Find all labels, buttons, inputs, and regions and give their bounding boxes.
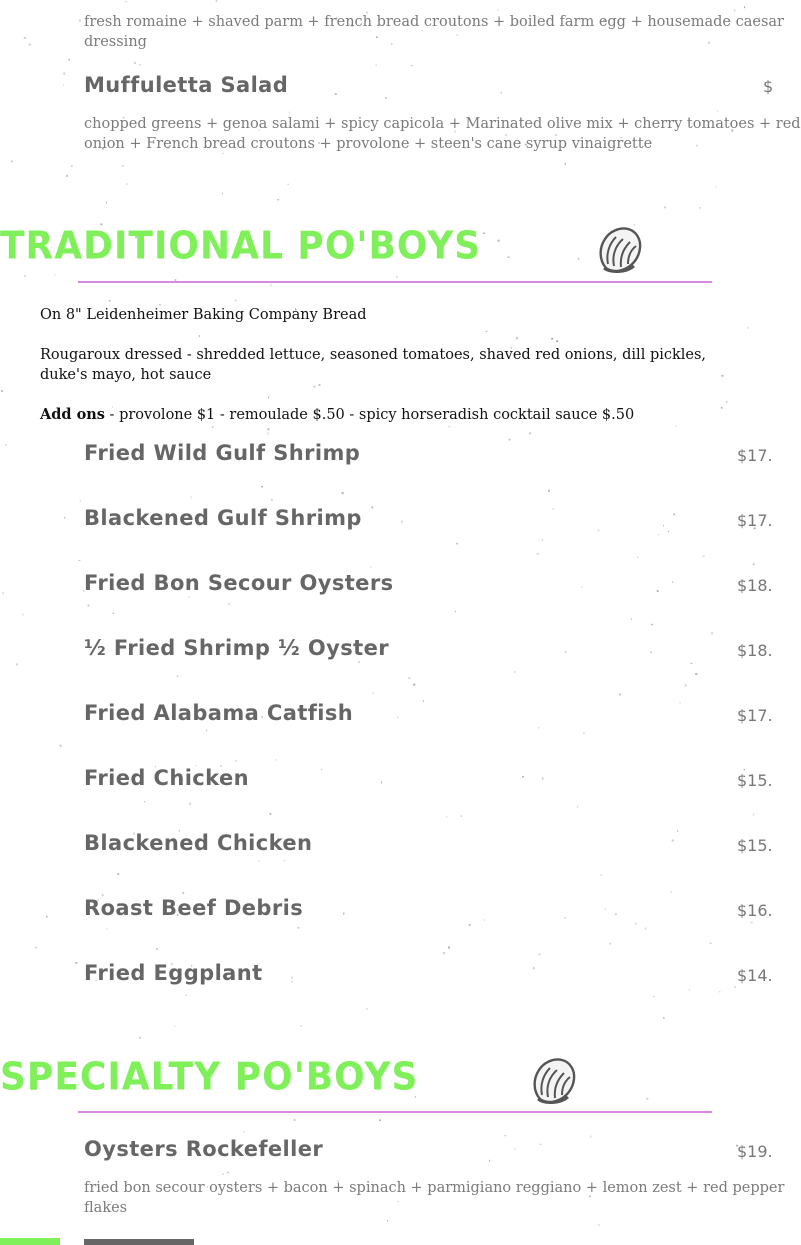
item-fried-wild-gulf-shrimp: Fried Wild Gulf Shrimp bbox=[84, 441, 361, 465]
add-ons-note bbox=[40, 405, 634, 425]
dressed-note-line-2: duke's mayo, hot sauce bbox=[40, 367, 212, 383]
price-blackened-gulf-shrimp: $17. bbox=[737, 511, 773, 530]
caesar-description-line-2: dressing bbox=[84, 34, 147, 50]
price-half-shrimp-half-oyster: $18. bbox=[737, 641, 773, 660]
rockefeller-description-line-1: fried bon secour oysters + bacon + spinach + parmigiano reggiano + lemon zest + red pepper bbox=[84, 1180, 785, 1196]
dressed-note-line-1: Rougaroux dressed - shredded lettuce, seasoned tomatoes, shaved red onions, dill pickles, bbox=[40, 347, 707, 363]
muffuletta-description-line-1: chopped greens + genoa salami + spicy capicola + Marinated olive mix + cherry tomatoes + red bbox=[84, 116, 801, 132]
item-fried-alabama-catfish: Fried Alabama Catfish bbox=[84, 701, 354, 725]
muffuletta-salad-price: $ bbox=[763, 77, 774, 96]
item-roast-beef-debris: Roast Beef Debris bbox=[84, 896, 304, 920]
item-fried-chicken: Fried Chicken bbox=[84, 766, 249, 790]
price-oysters-rockefeller: $19. bbox=[737, 1142, 773, 1161]
caesar-description-line-1: fresh romaine + shaved parm + french bread croutons + boiled farm egg + housemade caesar bbox=[84, 14, 784, 30]
price-roast-beef-debris: $16. bbox=[737, 901, 773, 920]
oyster-icon bbox=[596, 224, 644, 274]
specialty-poboys-title: SPECIALTY PO'BOYS bbox=[0, 1055, 419, 1100]
item-fried-eggplant: Fried Eggplant bbox=[84, 961, 263, 985]
add-ons-label: Add ons bbox=[40, 406, 105, 423]
price-fried-eggplant: $14. bbox=[737, 966, 773, 985]
muffuletta-salad-name: Muffuletta Salad bbox=[84, 73, 289, 97]
specialty-section-divider bbox=[78, 1111, 712, 1113]
price-fried-wild-gulf-shrimp: $17. bbox=[737, 446, 773, 465]
price-blackened-chicken: $15. bbox=[737, 836, 773, 855]
add-ons-text: - provolone $1 - remoulade $.50 - spicy horseradish cocktail sauce $.50 bbox=[104, 407, 635, 423]
price-fried-bon-secour-oysters: $18. bbox=[737, 576, 773, 595]
item-fried-bon-secour-oysters: Fried Bon Secour Oysters bbox=[84, 571, 394, 595]
item-oysters-rockefeller: Oysters Rockefeller bbox=[84, 1137, 324, 1161]
rockefeller-description-line-2: flakes bbox=[84, 1200, 128, 1216]
traditional-poboys-title: TRADITIONAL PO'BOYS bbox=[0, 224, 482, 269]
oyster-icon bbox=[530, 1055, 578, 1105]
next-section-cutoff bbox=[0, 1238, 770, 1245]
price-fried-alabama-catfish: $17. bbox=[737, 706, 773, 725]
item-half-shrimp-half-oyster: ½ Fried Shrimp ½ Oyster bbox=[84, 636, 389, 660]
muffuletta-description-line-2: onion + French bread croutons + provolone + steen's cane syrup vinaigrette bbox=[84, 136, 653, 152]
item-blackened-chicken: Blackened Chicken bbox=[84, 831, 313, 855]
traditional-section-divider bbox=[78, 281, 712, 283]
bread-note: On 8" Leidenheimer Baking Company Bread bbox=[40, 307, 367, 323]
item-blackened-gulf-shrimp: Blackened Gulf Shrimp bbox=[84, 506, 362, 530]
price-fried-chicken: $15. bbox=[737, 771, 773, 790]
